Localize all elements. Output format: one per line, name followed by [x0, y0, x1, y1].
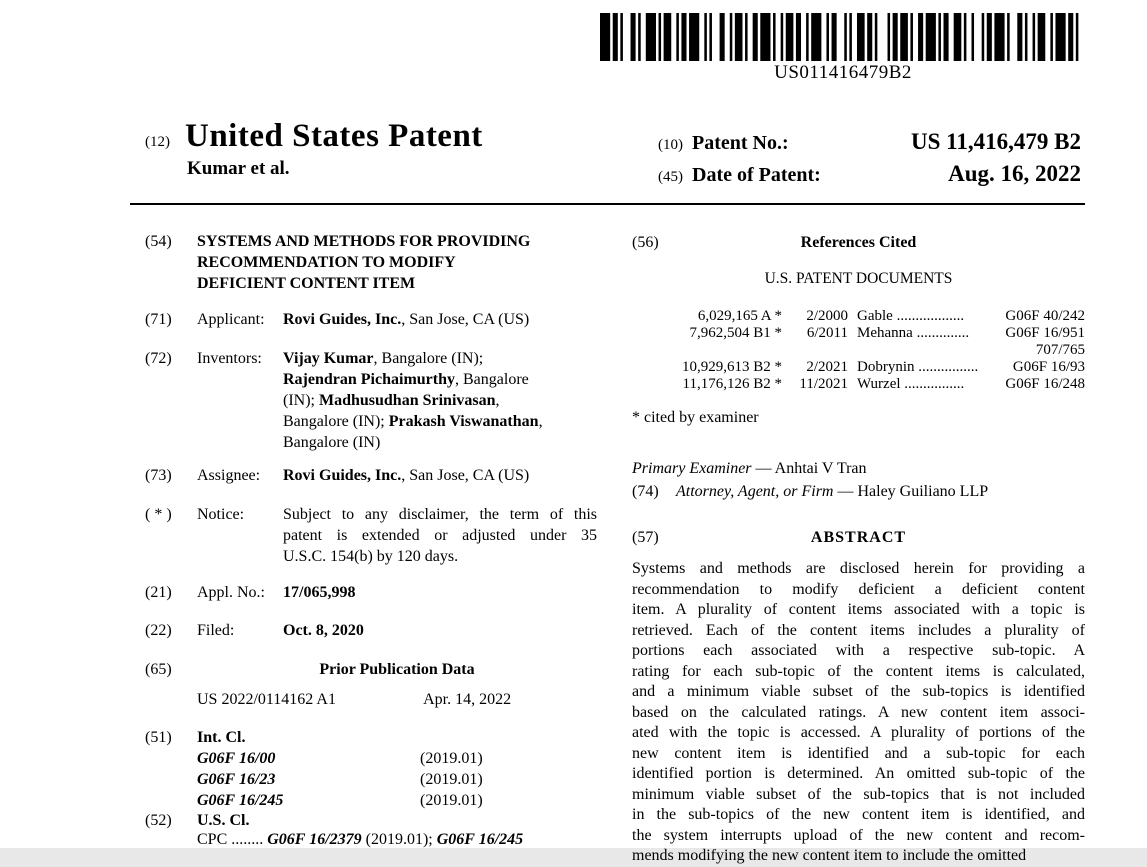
- invention-title: [197, 231, 597, 294]
- abstract-line: rating for each sub-topic of the content items is calculated,: [632, 662, 1085, 680]
- date-of-patent-value: Aug. 16, 2022: [948, 161, 1081, 186]
- int-cl-section: [145, 727, 597, 811]
- inventor-line: Rajendran Pichaimurthy, Bangalore: [283, 371, 529, 388]
- abstract-line: retrieved. Each of the content items includes a plurality of: [632, 621, 1085, 639]
- notice-row: [145, 504, 597, 567]
- ref-class: G06F 16/93: [1012, 359, 1085, 375]
- reference-row: [632, 308, 1085, 325]
- ref-dot-leader: ..................: [896, 308, 965, 324]
- field-number-56: (56): [632, 234, 659, 251]
- ref-dot-leader: ..............: [916, 325, 970, 341]
- int-cl-entry: [197, 790, 597, 811]
- primary-examiner-line: Primary Examiner — Anhtai V Tran: [632, 460, 867, 477]
- int-cl-entry: [197, 769, 597, 790]
- class-version: (2019.01): [420, 771, 483, 788]
- barcode-icon: [600, 13, 1086, 61]
- class-version: (2019.01): [420, 750, 483, 767]
- abstract-line: Systems and methods are disclosed herein for providing a: [632, 560, 1085, 577]
- class-code: G06F 16/245: [197, 792, 284, 809]
- date-of-patent-label: Date of Patent:: [692, 164, 821, 186]
- field-number-74: (74): [632, 483, 659, 500]
- class-code: G06F 16/23: [197, 771, 276, 788]
- barcode-label: US011416479B2: [774, 62, 912, 83]
- ref-class: G06F 16/951: [1005, 325, 1085, 341]
- appl-no-label: Appl. No.:: [197, 584, 265, 601]
- field-number-21: (21): [145, 584, 172, 601]
- ref-name: Mehanna: [857, 325, 913, 341]
- field-number-54: (54): [145, 233, 172, 250]
- us-patent-documents-heading: U.S. PATENT DOCUMENTS: [764, 270, 953, 287]
- abstract-text: [632, 559, 1085, 867]
- ref-number: 6,029,165 A *: [697, 308, 782, 324]
- header-right: [658, 129, 1081, 193]
- filed-value: Oct. 8, 2020: [283, 622, 364, 639]
- ref-date: 2/2000: [806, 308, 848, 324]
- field-number-65: (65): [145, 661, 172, 678]
- left-column: [145, 226, 597, 849]
- class-version: (2019.01): [420, 792, 483, 809]
- patent-no-label: Patent No.:: [692, 132, 789, 154]
- us-cl-heading: U.S. Cl.: [197, 812, 250, 829]
- abstract-line: recommendation to modify deficient a deficient content: [632, 580, 1085, 598]
- abstract-line-clipped: mends modifying the new content item to include the omitted: [632, 847, 1027, 864]
- notice-line: patent is extended or adjusted under 35: [283, 527, 597, 544]
- abstract-line: ated with the topic is accessed. A plurality of portions of the: [632, 724, 1085, 741]
- class-code: G06F 16/00: [197, 750, 276, 767]
- ref-dot-leader: ................: [904, 376, 965, 392]
- code-45: (45): [658, 169, 683, 185]
- us-cl-section: [145, 811, 597, 849]
- ref-name: Gable: [857, 308, 893, 324]
- reference-row: [632, 325, 1085, 342]
- appl-no-value: 17/065,998: [283, 584, 356, 601]
- field-number-73: (73): [145, 467, 172, 484]
- notice-label: Notice:: [197, 506, 245, 523]
- abstract-section-header: [632, 527, 1085, 548]
- abstract-line: the system interrupts upload of the new content and recom-: [632, 826, 1085, 844]
- notice-line: Subject to any disclaimer, the term of this: [283, 506, 597, 523]
- abstract-line: based on the calculated ratings. A new content item associ-: [632, 703, 1085, 721]
- header-divider: [130, 203, 1085, 205]
- ref-date: 2/2021: [806, 359, 848, 375]
- document-type: United States Patent: [185, 118, 483, 154]
- field-number-57: (57): [632, 529, 659, 546]
- notice-line: U.S.C. 154(b) by 120 days.: [283, 548, 459, 565]
- ref-name: Wurzel: [857, 376, 901, 392]
- ref-number: 11,176,126 B2 *: [682, 376, 782, 392]
- publication-number: US 2022/0114162 A1: [197, 691, 336, 708]
- field-number-star: ( * ): [145, 506, 172, 523]
- applicant-value: Rovi Guides, Inc., San Jose, CA (US): [283, 311, 530, 328]
- abstract-line: and a minimum viable subset of the sub-topics is identified: [632, 683, 1085, 700]
- ref-number: 7,962,504 B1 *: [689, 325, 782, 341]
- inventors-row: [145, 348, 597, 453]
- ref-dot-leader: ................: [918, 359, 979, 375]
- inventor-line: (IN); Madhusudhan Srinivasan,: [283, 392, 500, 409]
- applicant-row: [145, 309, 597, 330]
- inventor-line: Bangalore (IN): [283, 434, 381, 451]
- field-number-51: (51): [145, 729, 172, 746]
- kind-code-12: (12): [145, 134, 170, 150]
- application-number-row: [145, 582, 597, 603]
- right-column: [632, 226, 1085, 867]
- abstract-line: item. A plurality of content items associated with a topic is: [632, 601, 1085, 618]
- ref-class: G06F 40/242: [1005, 308, 1085, 324]
- prior-publication-heading: Prior Publication Data: [319, 661, 475, 678]
- inventor-line: Bangalore (IN); Prakash Viswanathan,: [283, 413, 543, 430]
- field-number-71: (71): [145, 311, 172, 328]
- references-cited-heading: References Cited: [800, 234, 917, 251]
- abstract-line: new content item is identified and a sub-topic for each: [632, 744, 1085, 762]
- ref-date: 6/2011: [806, 325, 848, 341]
- int-cl-entry: [197, 748, 597, 769]
- publication-date: Apr. 14, 2022: [423, 691, 512, 708]
- field-number-22: (22): [145, 622, 172, 639]
- code-10: (10): [658, 137, 683, 153]
- prior-publication-entry: [145, 689, 597, 710]
- references-table: [632, 308, 1085, 393]
- inventor-short-name: Kumar et al.: [187, 158, 290, 179]
- int-cl-heading: Int. Cl.: [197, 729, 246, 746]
- abstract-heading: ABSTRACT: [810, 529, 907, 546]
- ref-date: 11/2021: [799, 376, 848, 392]
- field-number-52: (52): [145, 812, 172, 829]
- patent-no-value: US 11,416,479 B2: [911, 129, 1081, 154]
- prior-publication-section: [145, 659, 597, 680]
- title-line: DEFICIENT CONTENT ITEM: [197, 275, 416, 292]
- reference-row: [632, 359, 1085, 376]
- inventors-value: [283, 348, 597, 453]
- assignee-row: [145, 465, 597, 486]
- title-line: RECOMMENDATION TO MODIFY: [197, 254, 456, 271]
- cited-by-examiner-note: * cited by examiner: [632, 409, 759, 426]
- title-section: [145, 231, 597, 294]
- assignee-label: Assignee:: [197, 467, 261, 484]
- ref-class: 707/765: [1035, 342, 1085, 358]
- field-number-72: (72): [145, 350, 172, 367]
- filed-label: Filed:: [197, 622, 235, 639]
- inventors-label: Inventors:: [197, 350, 262, 367]
- ref-name: Dobrynin: [857, 359, 915, 375]
- applicant-label: Applicant:: [197, 311, 265, 328]
- abstract-line: portions each associated with a respective sub-topic. A: [632, 642, 1085, 659]
- notice-text: [283, 504, 597, 567]
- barcode-block: [600, 13, 1086, 84]
- assignee-value: Rovi Guides, Inc., San Jose, CA (US): [283, 467, 530, 484]
- abstract-line: identified portion is determined. An omitted sub-topic of the: [632, 765, 1085, 782]
- attorney-line: (74) Attorney, Agent, or Firm — Haley Guiliano LLP: [632, 480, 1085, 503]
- ref-number: 10,929,613 B2 *: [681, 359, 782, 375]
- cpc-line: CPC ........ G06F 16/2379 (2019.01); G06F 16/245: [197, 831, 524, 848]
- reference-row: [632, 376, 1085, 393]
- filed-row: [145, 620, 597, 641]
- reference-row: [632, 342, 1085, 359]
- references-cited-section: [632, 232, 1085, 253]
- ref-class: G06F 16/248: [1005, 376, 1085, 392]
- abstract-line: minimum viable subset of the sub-topics that is not included: [632, 785, 1085, 803]
- header-left: [145, 118, 483, 180]
- abstract-line: in the sub-topics of the new content item is identified, and: [632, 806, 1085, 823]
- title-line: SYSTEMS AND METHODS FOR PROVIDING: [197, 233, 531, 250]
- inventor-line: Vijay Kumar, Bangalore (IN);: [283, 350, 484, 367]
